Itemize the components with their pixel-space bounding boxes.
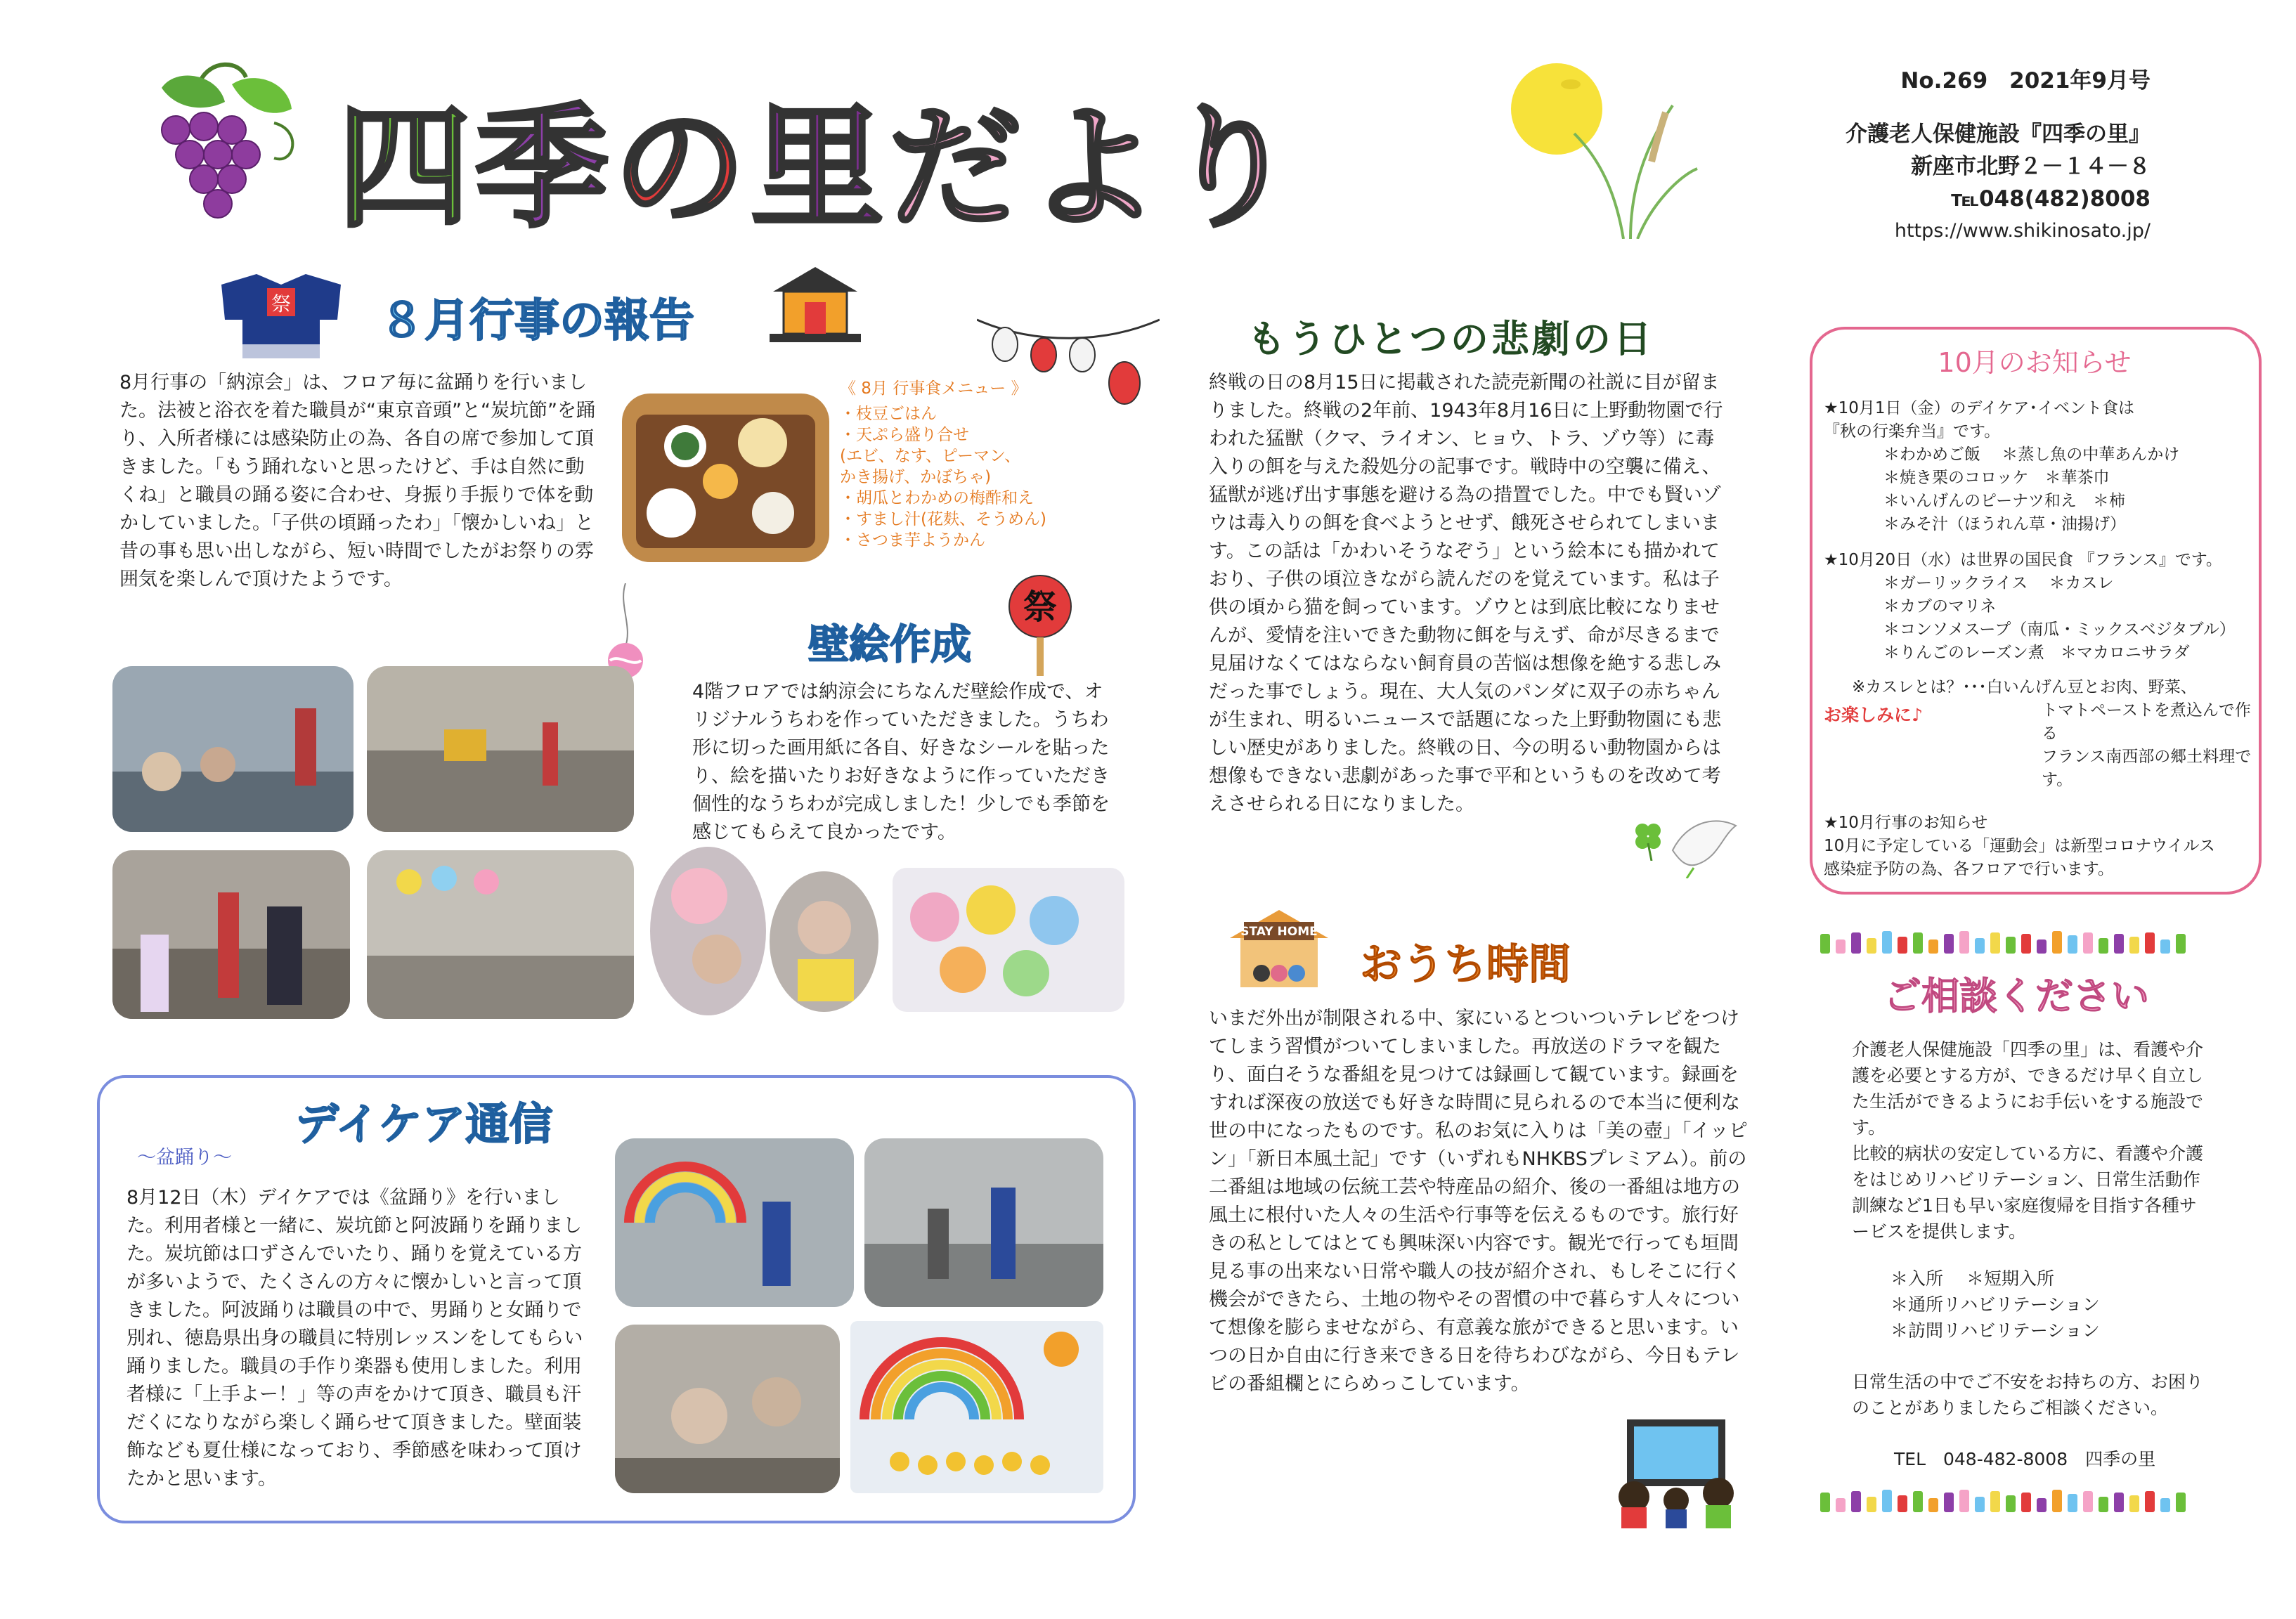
newsletter-title: 四季の里だより	[337, 91, 1302, 246]
uchiwa-fan-icon	[1005, 573, 1075, 678]
menu-title: 《 8月 行事食メニュー 》	[840, 379, 1027, 398]
august-report-title: ８月行事の報告	[380, 295, 694, 347]
daycare-photo	[864, 1138, 1103, 1307]
mural-photo	[893, 868, 1124, 1012]
consult-closing: 日常生活の中でご不安をお持ちの方、お困りのことがありましたらご相談ください。	[1852, 1372, 2204, 1418]
notice-item-line: ＊コンソメスープ（南瓜・ミックスベジタブル）	[1883, 620, 2236, 639]
october-title: 10月のお知らせ	[1938, 347, 2132, 378]
stay-home-sign: STAY HOME	[1240, 925, 1318, 939]
daycare-photo	[615, 1138, 854, 1307]
menu-photo	[622, 394, 829, 562]
cassoulet-note: トマトペーストを煮込んで作る	[2042, 701, 2251, 743]
notice-item-line: ＊みそ汁（ほうれん草・油揚げ）	[1883, 515, 2126, 533]
consult-title: ご相談ください	[1883, 974, 2149, 1018]
event-photo	[112, 666, 354, 832]
cassoulet-note: フランス南西部の郷土料理です。	[2042, 748, 2252, 789]
facility-url[interactable]: https://www.shikinosato.jp/	[1894, 220, 2151, 242]
masthead-info	[1757, 65, 2151, 247]
service-item: ＊通所リハビリテーション	[1890, 1294, 2100, 1315]
notice-item-line: ＊わかめご飯 ＊蒸し魚の中華あんかけ	[1883, 446, 2180, 464]
event-notice-line: 感染症予防の為、各フロアで行います。	[1824, 860, 2114, 878]
home-time-title: おうち時間	[1360, 940, 1571, 989]
consult-paragraph: 比較的病状の安定している方に、看護や介護をはじめリハビリテーション、日常生活動作訓練など1日も早い家庭復帰を目指す各種サービスを提供します。	[1852, 1143, 2204, 1242]
menu-list	[840, 378, 1072, 551]
tragedy-title: もうひとつの悲劇の日	[1247, 317, 1654, 361]
service-item: ＊入所 ＊短期入所	[1890, 1268, 2054, 1289]
stay-home-icon	[1223, 906, 1335, 991]
facility-tel: ℡048(482)8008	[1951, 186, 2151, 212]
tragedy-body: 終戦の日の8月15日に掲載された読売新聞の社説に目が留まりました。終戦の2年前、1943年8月16日に上野動物園で行われた猛獣（クマ、ライオン、ヒョウ、トラ、ゾウ等）に毒入りの餌を与えた殺処分の記事です。戦時中の空襲に備え、猛獣が逃げ出す事態を避ける為の措置でした。中でも賢いゾウは毒入りの餌を食べようとせず、餓死させられてしまいます。この話は「かわいそうなぞう」という絵本にも描かれており、子供の頃泣きながら読んだのを覚えています。私は子供の頃から猫を飼っています。ゾウとは到底比較になりませんが、愛情を注いできた動物に餌を与えず、命が尽きるまで見届けなくてはならない飼育員の苦悩は想像を絶する悲しみだった事でしょう。現在、大人気のパンダに双子の赤ちゃんが生まれ、明るいニュースで話題になった上野動物園にも悲しい歴史がありました。終戦の日、今の明るい動物園からは想像もできない悲劇があった事で平和というものを改めて考えさせられる日になりました。	[1209, 372, 1723, 815]
daycare-subtitle: ～盆踊り～	[137, 1147, 232, 1169]
consult-paragraph: 介護老人保健施設「四季の里」は、看護や介護を必要とする方が、できるだけ早く自立した生活ができるようにお手伝いをする施設です。	[1852, 1039, 2204, 1138]
clover-icon	[1630, 819, 1666, 861]
menu-item: ・天ぷら盛り合せ	[840, 426, 969, 444]
decorative-bars-bottom	[1820, 1490, 2270, 1518]
notice-item-line: ＊カブのマリネ	[1883, 597, 1997, 616]
issue-number: No.269 2021年9月号	[1900, 68, 2151, 93]
daycare-title: デイケア通信	[295, 1098, 553, 1150]
mural-photo	[770, 871, 878, 1012]
mural-photo	[650, 847, 766, 1015]
event-notice-heading: ★10月行事のお知らせ	[1824, 814, 1988, 832]
consult-body	[1852, 1036, 2210, 1472]
happi-coat-icon	[214, 271, 348, 362]
decorative-bars-top	[1820, 931, 2270, 959]
notice-item-line: ＊いんげんのピーナツ和え ＊柿	[1883, 492, 2125, 510]
notice-item-heading: ★10月1日（金）のデイケア･イベント食は	[1824, 399, 2134, 417]
menu-item: かき揚げ、かぼちゃ)	[840, 468, 992, 486]
menu-item: ・さつま芋ようかん	[840, 531, 985, 550]
menu-item: ・すまし汁(花麸、そうめん)	[840, 510, 1046, 528]
grape-icon	[134, 60, 309, 228]
notice-item-line: ＊ガーリックライス ＊カスレ	[1883, 574, 2114, 592]
august-report-body: 8月行事の「納涼会」は、フロア毎に盆踊りを行いました。法被と浴衣を着た職員が“東京音頭”と“炭坑節”を踊り、入所者様には感染防止の為、各自の席で参加して頂きました。「もう踊れないと思ったけど、手は自然に動くね」と職員の踊る姿に合わせ、身振り手振りで体を動かしていました。「子供の頃踊ったわ」「懐かしいね」と昔の事も思い出しながら、短い時間でしたがお祭りの雰囲気を楽しんで頂けたようです。	[119, 372, 595, 590]
family-tv-icon	[1606, 1412, 1746, 1528]
consult-tel: TEL 048-482-8008 四季の里	[1894, 1449, 2156, 1469]
event-photo	[367, 666, 634, 832]
dove-icon	[1666, 808, 1743, 878]
event-notice-line: 10月に予定している「運動会」は新型コロナウイルス	[1824, 837, 2215, 855]
menu-item: (エビ、なす、ピーマン、	[840, 447, 1021, 465]
notice-item-heading: ★10月20日（水）は世界の国民食 『フランス』です。	[1824, 551, 2222, 569]
event-photo	[367, 850, 634, 1019]
service-item: ＊訪問リハビリテーション	[1890, 1320, 2100, 1341]
notice-item-line: ＊焼き栗のコロッケ ＊華茶巾	[1883, 469, 2110, 487]
october-notices	[1824, 397, 2252, 881]
facility-name: 介護老人保健施設『四季の里』	[1846, 122, 2151, 147]
daycare-photo	[615, 1325, 840, 1493]
event-photo	[112, 850, 350, 1019]
notice-item-line: ＊りんごのレーズン煮 ＊マカロニサラダ	[1883, 644, 2190, 662]
uchiwa-badge: 祭	[1023, 587, 1058, 627]
facility-address: 新座市北野２－１４－８	[1911, 154, 2151, 179]
mural-title: 壁絵作成	[808, 620, 972, 668]
enjoy-note: お楽しみに♪	[1824, 705, 1923, 725]
home-time-body: いまだ外出が制限される中、家にいるとついついテレビをつけてしまう習慣がついてしまいました。再放送のドラマを観たり、面白そうな番組を見つけては録画して観ています。録画をすれば深夜の放送でも好きな時間に見られるので本当に便利な世の中になったものです。私のお気に入りは「美の壺」「イッピン」「新日本風土記」です（いずれもNHKBSプレミアム）。前の二番組は地域の伝統工芸や特産品の紹介、後の一番組は地方の風土に根付いた人々の生活や行事等を伝えるものです。旅行好きの私としてはとても興味深い内容です。観光で行っても垣間見る事の出来ない日常や職人の技が紹介され、もしそこに行く機会ができたら、土地の物やその習慣の中で暮らす人々について想像を膨らませながら、有意義な旅ができると思います。いつの日か自由に行き来できる日を待ちわびながら、今日もテレビの番組欄とにらめっこしています。	[1209, 1008, 1748, 1395]
mikoshi-shrine-icon	[766, 264, 864, 355]
happi-badge: 祭	[271, 292, 292, 316]
notice-item-sub: 『秋の行楽弁当』です。	[1824, 422, 2001, 441]
menu-item: ・胡瓜とわかめの梅酢和え	[840, 489, 1034, 507]
susuki-grass-icon	[1560, 91, 1701, 239]
cassoulet-note: ※カスレとは？･･･白いんげん豆とお肉、野菜、	[1852, 678, 2197, 696]
menu-item: ・枝豆ごはん	[840, 405, 937, 423]
daycare-photo	[850, 1321, 1103, 1493]
daycare-body: 8月12日（木）デイケアでは《盆踊り》を行いました。利用者様と一緒に、炭坑節と阿波踊りを踊りました。炭坑節は口ずさんでいたり、踊りを覚えている方が多いようで、たくさんの方々に懐かしいと言って頂きました。阿波踊りは職員の中で、男踊りと女踊りで別れ、徳島県出身の職員に特別レッスンをしてもらい踊りました。職員の手作り楽器も使用しました。利用者様に「上手よー！」等の声をかけて頂き、職員も汗だくになりながら楽しく踊らせて頂きました。壁面装飾なども夏仕様になっており、季節感を味わって頂けたかと思います。	[127, 1187, 583, 1490]
mural-body: 4階フロアでは納涼会にちなんだ壁絵作成で、オリジナルうちわを作っていただきました。うちわ形に切った画用紙に各自、好きなシールを貼ったり、絵を描いたりお好きなように作っていただき個性的なうちわが完成しました！少しでも季節を感じてもらえて良かったです。	[692, 681, 1110, 843]
